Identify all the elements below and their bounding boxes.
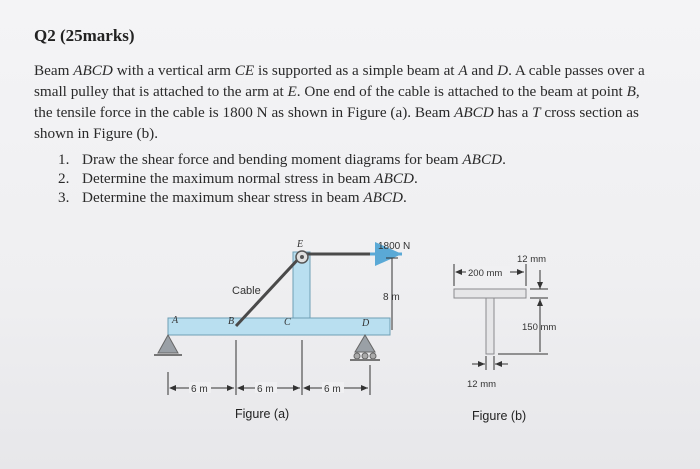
- web-height-label: 150 mm: [522, 322, 557, 333]
- figure-b: [454, 254, 556, 423]
- point-label-b: B: [228, 316, 235, 327]
- span-label: 6 m: [324, 384, 341, 395]
- point-label-a: A: [172, 315, 179, 326]
- task-item: 3. Determine the maximum shear stress in beam ABCD.: [58, 189, 407, 206]
- flange-thickness-label: 12 mm: [517, 254, 547, 265]
- figure-a-caption: Figure (a): [235, 407, 290, 421]
- pin-support-icon: [158, 335, 178, 353]
- beam-abcd: [168, 318, 390, 335]
- span-label: 6 m: [191, 384, 208, 395]
- task-item: 2. Determine the maximum normal stress in beam ABCD.: [58, 170, 418, 187]
- figure-a: [154, 239, 410, 421]
- flange-width-label: 200 mm: [468, 268, 503, 279]
- point-label-e: E: [297, 239, 304, 250]
- force-label: 1800 N: [378, 241, 411, 252]
- roller-support-icon: [355, 335, 375, 352]
- point-label-c: C: [284, 317, 291, 328]
- t-flange: [454, 289, 526, 298]
- cable-label: Cable: [232, 285, 261, 297]
- point-label-d: D: [362, 318, 370, 329]
- figure-b-caption: Figure (b): [472, 409, 527, 423]
- web-thickness-label: 12 mm: [467, 379, 497, 390]
- question-title: Q2 (25marks): [34, 26, 135, 45]
- task-item: 1. Draw the shear force and bending moment diagrams for beam ABCD.: [58, 151, 506, 168]
- span-label: 6 m: [257, 384, 274, 395]
- t-web: [486, 298, 494, 354]
- problem-statement: Beam ABCD with a vertical arm CE is supported as a simple beam at A and D. A cable passes over a small pulley that is attached to the arm at E. One end of the cable is attached to the beam at point B, the tensile force in the cable is 1800 N as shown in Figure (a). Beam ABCD has a T cross section as shown in Figure (b).: [34, 62, 645, 142]
- height-label: 8 m: [383, 292, 400, 303]
